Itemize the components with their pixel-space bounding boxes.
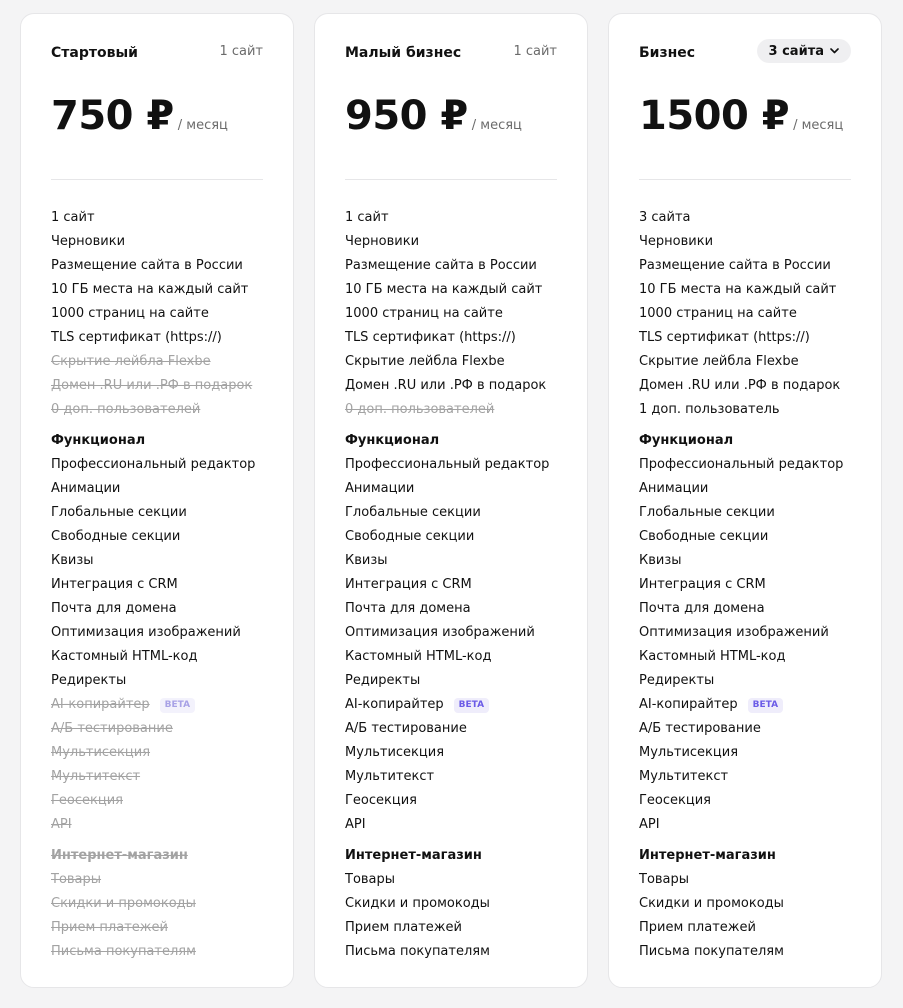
feature-item — [639, 501, 851, 525]
feature-label: Анимации — [345, 481, 415, 496]
plan-price — [639, 93, 844, 139]
feature-item — [345, 501, 557, 525]
feature-label: Почта для домена — [51, 601, 177, 616]
price-period: / месяц — [471, 118, 522, 133]
feature-item — [345, 645, 557, 669]
feature-item — [345, 350, 557, 374]
feature-item — [639, 398, 851, 422]
feature-label: TLS сертификат (https://) — [51, 330, 222, 345]
feature-item — [51, 302, 263, 326]
chevron-down-icon — [830, 48, 839, 54]
feature-item — [345, 741, 557, 765]
feature-label: 1 сайт — [51, 210, 95, 225]
divider — [639, 179, 851, 180]
feature-label: 10 ГБ места на каждый сайт — [639, 282, 837, 297]
feature-item — [639, 350, 851, 374]
feature-label: А/Б тестирование — [345, 721, 467, 736]
feature-item — [345, 398, 557, 422]
feature-item — [345, 573, 557, 597]
feature-item — [345, 597, 557, 621]
feature-item — [51, 206, 263, 230]
feature-item — [345, 230, 557, 254]
feature-item — [51, 549, 263, 573]
feature-label: Почта для домена — [639, 601, 765, 616]
feature-item — [639, 765, 851, 789]
feature-label: Глобальные секции — [51, 505, 187, 520]
feature-label: Скрытие лейбла Flexbe — [639, 354, 799, 369]
feature-label: AI-копирайтер — [639, 697, 738, 712]
feature-list — [345, 206, 557, 964]
divider — [51, 179, 263, 180]
feature-section-heading — [51, 429, 263, 453]
feature-label: Мультитекст — [51, 769, 141, 784]
feature-label: Функционал — [345, 433, 440, 448]
feature-item — [345, 916, 557, 940]
feature-item — [345, 326, 557, 350]
feature-item — [639, 669, 851, 693]
feature-label: Свободные секции — [345, 529, 475, 544]
feature-item — [345, 254, 557, 278]
feature-item — [345, 374, 557, 398]
feature-label: Интернет-магазин — [51, 848, 188, 863]
feature-label: AI-копирайтер — [345, 697, 444, 712]
feature-label: API — [345, 817, 366, 832]
feature-label: 1000 страниц на сайте — [345, 306, 503, 321]
feature-item — [345, 940, 557, 964]
sites-count-dropdown[interactable] — [757, 39, 851, 63]
feature-item — [639, 230, 851, 254]
feature-label: Геосекция — [51, 793, 123, 808]
feature-label: Домен .RU или .РФ в подарок — [639, 378, 841, 393]
feature-item — [51, 621, 263, 645]
feature-label: Редиректы — [345, 673, 421, 688]
feature-label: API — [639, 817, 660, 832]
feature-label: Товары — [345, 872, 396, 887]
plan-sites-count: 1 сайт — [219, 44, 263, 59]
feature-item — [345, 717, 557, 741]
feature-item — [639, 374, 851, 398]
feature-item — [345, 278, 557, 302]
feature-item — [51, 892, 263, 916]
divider — [345, 179, 557, 180]
feature-item — [51, 717, 263, 741]
feature-item — [345, 789, 557, 813]
feature-item — [51, 916, 263, 940]
feature-label: Мультитекст — [345, 769, 435, 784]
feature-label: Размещение сайта в России — [51, 258, 243, 273]
feature-label: Черновики — [51, 234, 126, 249]
feature-label: Функционал — [51, 433, 146, 448]
feature-label: Прием платежей — [639, 920, 756, 935]
feature-label: Мультисекция — [345, 745, 445, 760]
feature-item — [51, 453, 263, 477]
feature-item — [639, 916, 851, 940]
feature-label: Кастомный HTML-код — [345, 649, 492, 664]
feature-label: Домен .RU или .РФ в подарок — [345, 378, 547, 393]
price-period: / месяц — [177, 118, 228, 133]
beta-badge: BETA — [454, 698, 489, 713]
feature-item — [51, 573, 263, 597]
feature-item — [51, 501, 263, 525]
feature-item — [345, 892, 557, 916]
feature-label: Анимации — [51, 481, 121, 496]
feature-item — [51, 868, 263, 892]
feature-item — [639, 573, 851, 597]
feature-item — [345, 868, 557, 892]
feature-label: Прием платежей — [345, 920, 462, 935]
feature-item — [639, 789, 851, 813]
feature-label: Интеграция с CRM — [639, 577, 766, 592]
feature-item — [639, 477, 851, 501]
plan-name: Стартовый — [51, 45, 138, 61]
feature-label: Товары — [51, 872, 102, 887]
feature-label: Редиректы — [639, 673, 715, 688]
feature-label: Мультисекция — [639, 745, 739, 760]
feature-item — [639, 302, 851, 326]
feature-label: Скрытие лейбла Flexbe — [51, 354, 211, 369]
feature-section-heading — [639, 429, 851, 453]
feature-label: 1000 страниц на сайте — [639, 306, 797, 321]
feature-label: 3 сайта — [639, 210, 691, 225]
feature-item — [345, 302, 557, 326]
feature-item — [639, 206, 851, 230]
price-amount: 750 ₽ — [51, 93, 174, 139]
feature-item — [51, 940, 263, 964]
feature-label: Редиректы — [51, 673, 127, 688]
feature-label: Интеграция с CRM — [51, 577, 178, 592]
feature-item — [639, 254, 851, 278]
feature-item — [639, 741, 851, 765]
feature-label: Кастомный HTML-код — [51, 649, 198, 664]
feature-item — [345, 206, 557, 230]
feature-item — [639, 525, 851, 549]
plan-card-biznes — [608, 13, 882, 988]
beta-badge: BETA — [748, 698, 783, 713]
plan-price — [51, 93, 228, 139]
feature-item — [51, 789, 263, 813]
feature-item — [51, 813, 263, 837]
plan-sites-count: 1 сайт — [513, 44, 557, 59]
feature-label: Геосекция — [345, 793, 417, 808]
feature-item — [345, 525, 557, 549]
feature-list — [51, 206, 263, 964]
feature-item — [51, 230, 263, 254]
feature-section-heading — [345, 844, 557, 868]
feature-section-heading — [639, 844, 851, 868]
feature-label: Анимации — [639, 481, 709, 496]
feature-label: Глобальные секции — [345, 505, 481, 520]
feature-label: API — [51, 817, 72, 832]
feature-label: 1 доп. пользователь — [639, 402, 780, 417]
feature-label: Геосекция — [639, 793, 711, 808]
feature-label: Черновики — [345, 234, 420, 249]
feature-section-heading — [345, 429, 557, 453]
feature-item — [51, 693, 263, 717]
feature-label: Глобальные секции — [639, 505, 775, 520]
feature-label: AI-копирайтер — [51, 697, 150, 712]
feature-item — [345, 549, 557, 573]
feature-label: Функционал — [639, 433, 734, 448]
feature-label: Черновики — [639, 234, 714, 249]
feature-label: Свободные секции — [51, 529, 181, 544]
feature-label: Оптимизация изображений — [345, 625, 535, 640]
beta-badge: BETA — [160, 698, 195, 713]
feature-list — [639, 206, 851, 964]
feature-label: Письма покупателям — [345, 944, 490, 959]
feature-item — [51, 278, 263, 302]
plan-name: Малый бизнес — [345, 45, 462, 61]
feature-item — [51, 741, 263, 765]
feature-item — [345, 669, 557, 693]
feature-item — [639, 645, 851, 669]
plan-name: Бизнес — [639, 45, 696, 61]
feature-section-heading — [51, 844, 263, 868]
feature-label: 10 ГБ места на каждый сайт — [345, 282, 543, 297]
feature-item — [51, 326, 263, 350]
feature-label: Почта для домена — [345, 601, 471, 616]
feature-label: Интернет-магазин — [639, 848, 776, 863]
feature-item — [639, 597, 851, 621]
price-period: / месяц — [793, 118, 844, 133]
feature-label: 10 ГБ места на каждый сайт — [51, 282, 249, 297]
feature-item — [639, 813, 851, 837]
feature-label: Размещение сайта в России — [639, 258, 831, 273]
feature-label: Письма покупателям — [51, 944, 196, 959]
feature-item — [639, 717, 851, 741]
feature-label: Скидки и промокоды — [345, 896, 490, 911]
feature-label: Скидки и промокоды — [51, 896, 196, 911]
feature-label: Скидки и промокоды — [639, 896, 784, 911]
feature-label: Квизы — [639, 553, 682, 568]
plan-price — [345, 93, 522, 139]
feature-label: Прием платежей — [51, 920, 168, 935]
feature-item — [51, 525, 263, 549]
feature-item — [639, 868, 851, 892]
feature-item — [345, 477, 557, 501]
feature-item — [345, 813, 557, 837]
feature-item — [51, 477, 263, 501]
feature-label: 1 сайт — [345, 210, 389, 225]
sites-dropdown-value: 3 сайта — [768, 43, 824, 59]
feature-item — [51, 254, 263, 278]
feature-item — [51, 765, 263, 789]
feature-label: Мультитекст — [639, 769, 729, 784]
feature-label: А/Б тестирование — [51, 721, 173, 736]
feature-item — [345, 765, 557, 789]
feature-label: Товары — [639, 872, 690, 887]
feature-label: Интеграция с CRM — [345, 577, 472, 592]
feature-label: Кастомный HTML-код — [639, 649, 786, 664]
feature-item — [639, 892, 851, 916]
feature-label: 0 доп. пользователей — [345, 402, 495, 417]
feature-item — [51, 398, 263, 422]
feature-label: Оптимизация изображений — [51, 625, 241, 640]
feature-label: TLS сертификат (https://) — [345, 330, 516, 345]
feature-label: Квизы — [345, 553, 388, 568]
plan-card-startovyi — [20, 13, 294, 988]
feature-item — [639, 940, 851, 964]
feature-item — [51, 374, 263, 398]
feature-item — [639, 693, 851, 717]
feature-label: Скрытие лейбла Flexbe — [345, 354, 505, 369]
plan-card-malyi-biznes — [314, 13, 588, 988]
price-amount: 1500 ₽ — [639, 93, 790, 139]
feature-item — [639, 621, 851, 645]
price-amount: 950 ₽ — [345, 93, 468, 139]
feature-label: Профессиональный редактор — [345, 457, 550, 472]
feature-label: Домен .RU или .РФ в подарок — [51, 378, 253, 393]
feature-item — [51, 597, 263, 621]
feature-label: Размещение сайта в России — [345, 258, 537, 273]
feature-label: Интернет-магазин — [345, 848, 482, 863]
feature-label: 1000 страниц на сайте — [51, 306, 209, 321]
feature-label: Квизы — [51, 553, 94, 568]
feature-label: Оптимизация изображений — [639, 625, 829, 640]
feature-label: Письма покупателям — [639, 944, 784, 959]
feature-item — [639, 278, 851, 302]
feature-item — [51, 350, 263, 374]
feature-label: TLS сертификат (https://) — [639, 330, 810, 345]
feature-item — [639, 453, 851, 477]
feature-label: Профессиональный редактор — [51, 457, 256, 472]
feature-item — [345, 453, 557, 477]
feature-item — [639, 326, 851, 350]
feature-item — [51, 669, 263, 693]
feature-item — [639, 549, 851, 573]
feature-item — [51, 645, 263, 669]
feature-label: 0 доп. пользователей — [51, 402, 201, 417]
feature-label: Мультисекция — [51, 745, 151, 760]
feature-item — [345, 693, 557, 717]
feature-item — [345, 621, 557, 645]
feature-label: Профессиональный редактор — [639, 457, 844, 472]
feature-label: Свободные секции — [639, 529, 769, 544]
feature-label: А/Б тестирование — [639, 721, 761, 736]
